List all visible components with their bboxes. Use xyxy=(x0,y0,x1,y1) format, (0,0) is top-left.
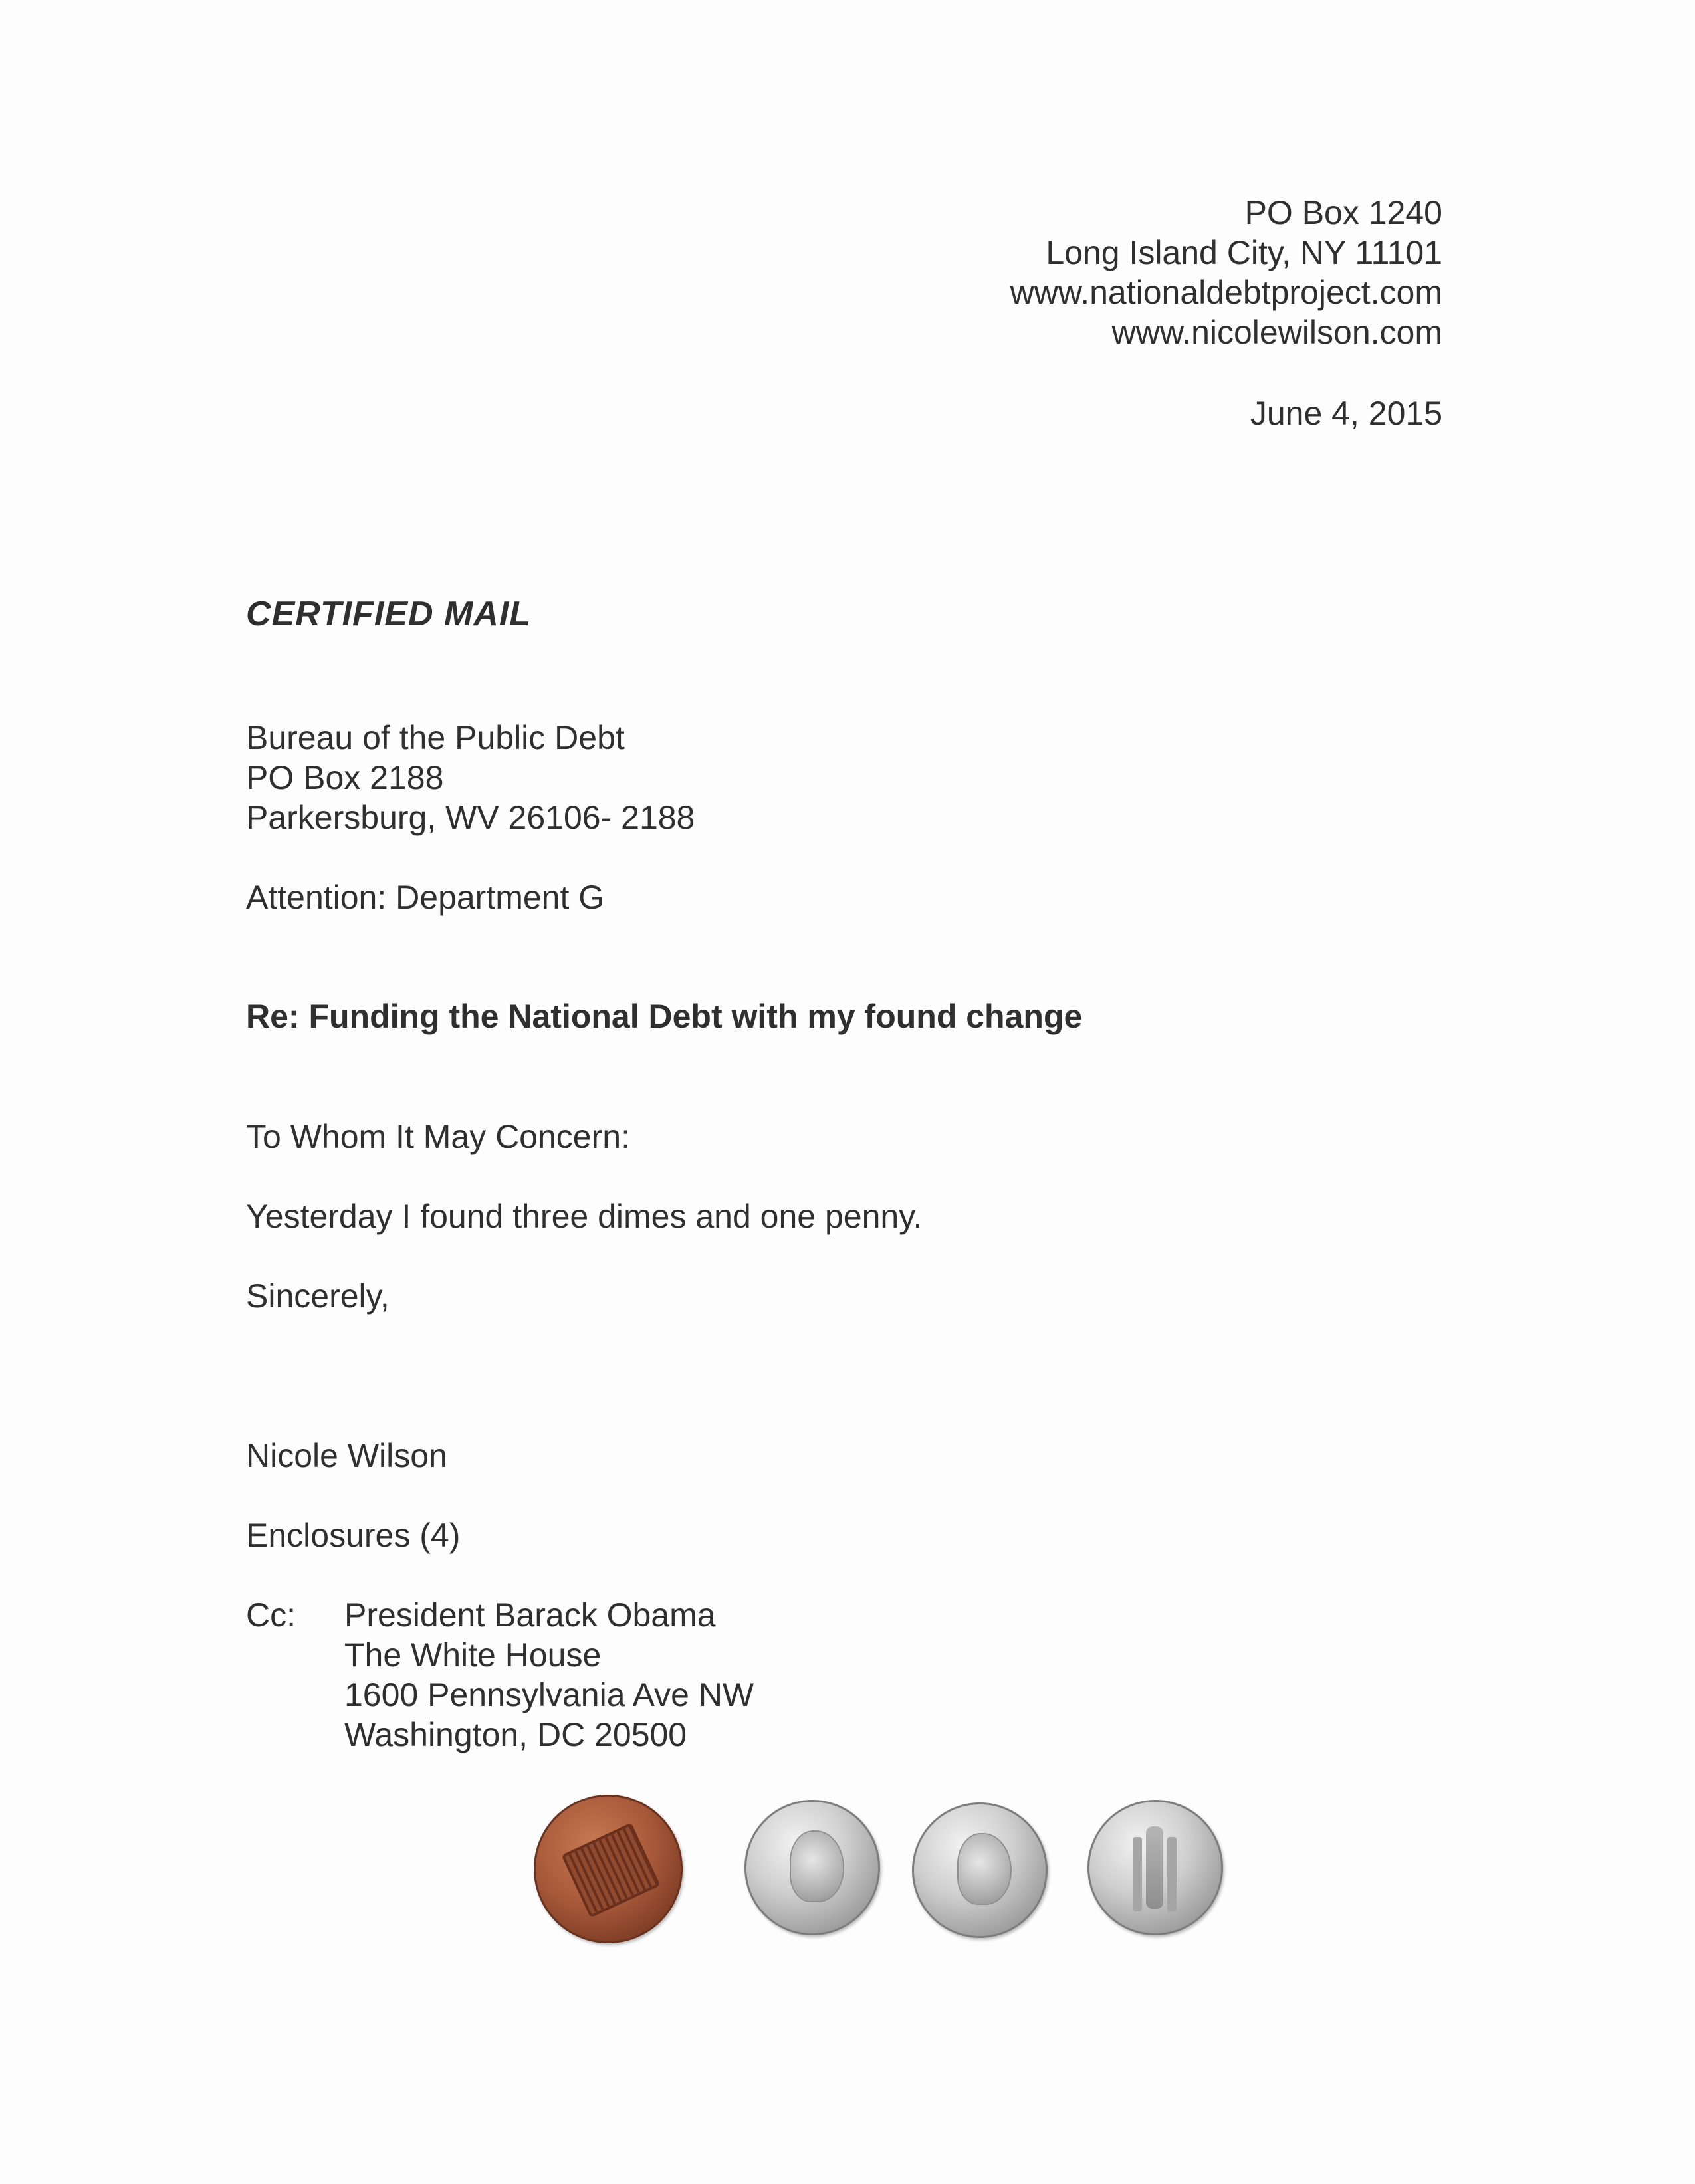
roosevelt-profile-icon xyxy=(959,1834,1010,1904)
signature-name: Nicole Wilson xyxy=(246,1437,447,1474)
cc-name: President Barack Obama xyxy=(344,1596,716,1634)
subject-line: Re: Funding the National Debt with my found change xyxy=(246,998,1083,1035)
sender-address xyxy=(1010,193,1442,352)
cc-label: Cc: xyxy=(246,1596,296,1634)
body-paragraph: Yesterday I found three dimes and one penny. xyxy=(246,1198,923,1235)
cc-address xyxy=(344,1595,754,1755)
penny-coin-image xyxy=(534,1795,683,1943)
cc-street: 1600 Pennsylvania Ave NW xyxy=(344,1676,754,1713)
enclosed-coins xyxy=(525,1795,1243,1954)
sender-website-2: www.nicolewilson.com xyxy=(1111,314,1442,351)
dime-coin-image xyxy=(744,1800,880,1935)
torch-icon xyxy=(1146,1826,1163,1909)
enclosures-line: Enclosures (4) xyxy=(246,1517,461,1554)
sender-city: Long Island City, NY 11101 xyxy=(1046,234,1442,271)
closing: Sincerely, xyxy=(246,1277,390,1315)
recipient-city: Parkersburg, WV 26106- 2188 xyxy=(246,799,695,836)
recipient-address xyxy=(246,718,695,837)
recipient-po-box: PO Box 2188 xyxy=(246,759,444,796)
dime-coin-image xyxy=(912,1802,1048,1938)
attention-line: Attention: Department G xyxy=(246,879,605,916)
sender-website-1: www.nationaldebtproject.com xyxy=(1010,274,1442,311)
cc-org: The White House xyxy=(344,1636,602,1674)
dime-coin-image xyxy=(1087,1800,1223,1935)
lincoln-memorial-icon xyxy=(561,1822,660,1917)
salutation: To Whom It May Concern: xyxy=(246,1118,630,1155)
mail-type-heading: CERTIFIED MAIL xyxy=(246,595,532,633)
cc-city: Washington, DC 20500 xyxy=(344,1716,687,1753)
letter-date: June 4, 2015 xyxy=(1250,395,1442,432)
sender-po-box: PO Box 1240 xyxy=(1244,194,1442,231)
roosevelt-profile-icon xyxy=(791,1832,843,1901)
recipient-name: Bureau of the Public Debt xyxy=(246,719,625,756)
